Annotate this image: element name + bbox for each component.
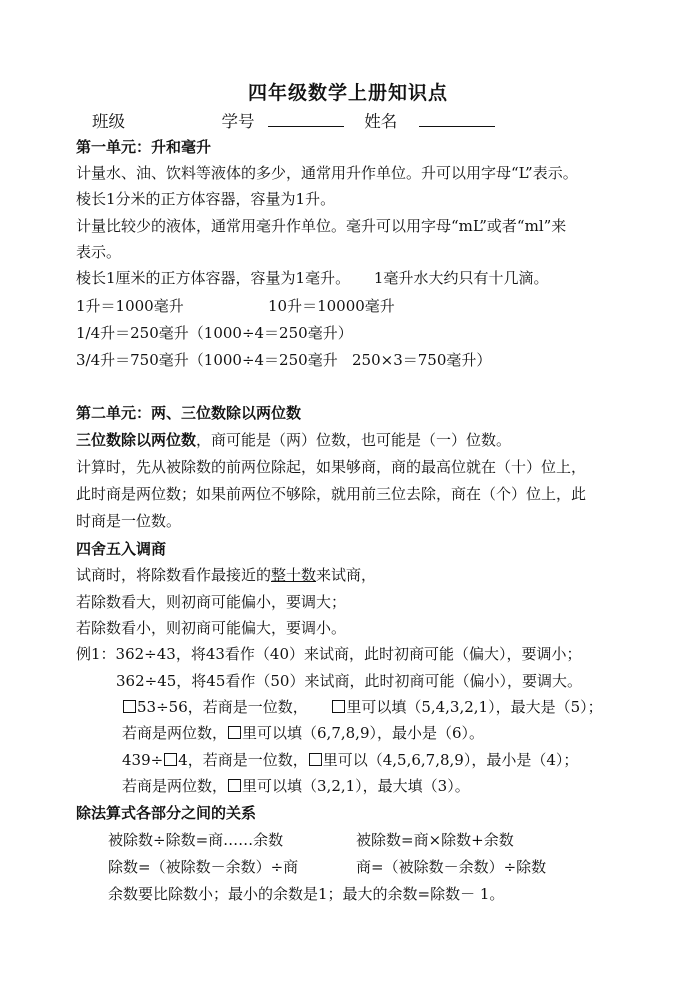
unit-conversion-1: 1升＝1000毫升 [76,297,184,315]
rule-line: 若除数看大，则初商可能偏小，要调大； [76,593,347,611]
unit1-line: 棱长1厘米的正方体容器，容量为1毫升。 1毫升水大约只有十几滴。 [76,269,549,287]
rounding-heading: 四舍五入调商 [76,540,167,558]
example-3 [122,696,603,717]
ex5-text-c: 里可以（4,5,6,7,8,9），最小是（4）； [322,751,579,769]
blank-box [228,726,241,739]
trial-line [76,564,376,585]
bold-phrase: 三位数除以两位数 [76,431,197,449]
ex6-text-a: 若商是两位数， [122,777,228,795]
ex5-text-b: 4，若商是一位数， [178,751,308,769]
unit1-heading: 第一单元：升和毫升 [76,138,212,156]
blank-box [123,700,136,713]
trial-post: 来试商， [316,566,377,584]
unit1-line: 表示。 [76,243,122,261]
blank-box [332,700,345,713]
relation-formula: 被除数=商×除数+余数 [356,831,514,849]
student-id-blank[interactable] [268,112,344,127]
unit2-intro [76,429,511,450]
remainder-rule: 余数要比除数小；最小的余数是1；最大的余数=除数－ 1。 [108,885,505,903]
student-name-blank[interactable] [419,112,495,127]
relationship-heading: 除法算式各部分之间的关系 [76,804,257,822]
ex6-text-b: 里可以填（3,2,1），最大填（3）。 [242,777,470,795]
unit1-line: 计量水、油、饮料等液体的多少，通常用升作单位。升可以用字母“L”表示。 [76,164,578,182]
example-2: 362÷45，将45看作（50）来试商，此时初商可能（偏小），要调大。 [116,672,582,690]
ex4-text-a: 若商是两位数， [122,724,228,742]
trial-pre: 试商时，将除数看作最接近的 [76,566,272,584]
relation-formula: 除数=（被除数－余数）÷商 [108,858,299,876]
fraction-conversion-1: 1/4升＝250毫升（1000÷4＝250毫升） [76,324,353,342]
relation-formula: 被除数÷除数=商……余数 [108,831,284,849]
ex3-text-b: 里可以填（5,4,3,2,1），最大是（5）； [346,698,603,716]
trial-underlined: 整十数 [271,566,317,584]
blank-box [309,753,322,766]
example-1: 例1：362÷43，将43看作（40）来试商，此时初商可能（偏大），要调小； [76,645,582,663]
example-4 [122,722,484,743]
relation-formula: 商=（被除数－余数）÷除数 [356,858,547,876]
blank-box [228,779,241,792]
calc-line: 时商是一位数。 [76,512,182,530]
ex5-text-a: 439÷ [122,751,164,769]
page-title: 四年级数学上册知识点 [247,82,448,104]
ex3-text-a: 53÷56，若商是一位数， [137,698,308,716]
example-5 [122,749,578,770]
student-id-label: 学号 [221,112,255,131]
ex4-text-b: 里可以填（6,7,8,9），最小是（6）。 [242,724,485,742]
student-info-row [92,108,495,132]
student-name-label: 姓名 [364,112,398,131]
rule-line: 若除数看小，则初商可能偏大，要调小。 [76,619,347,637]
blank-box [164,753,177,766]
unit-conversion-2: 10升＝10000毫升 [268,297,395,315]
calc-line: 计算时，先从被除数的前两位除起，如果够商，商的最高位就在（十）位上， [76,458,587,476]
fraction-conversion-2: 3/4升＝750毫升（1000÷4＝250毫升 250×3＝750毫升） [76,351,492,369]
unit1-line: 计量比较少的液体，通常用毫升作单位。毫升可以用字母“mL”或者“ml”来 [76,217,567,235]
unit1-line: 棱长1分米的正方体容器，容量为1升。 [76,190,336,208]
calc-line: 此时商是两位数；如果前两位不够除，就用前三位去除，商在（个）位上，此 [76,485,587,503]
unit2-heading: 第二单元：两、三位数除以两位数 [76,404,302,422]
intro-rest: ，商可能是（两）位数，也可能是（一）位数。 [196,431,512,449]
example-6 [122,775,470,796]
class-label: 班级 [92,112,125,131]
